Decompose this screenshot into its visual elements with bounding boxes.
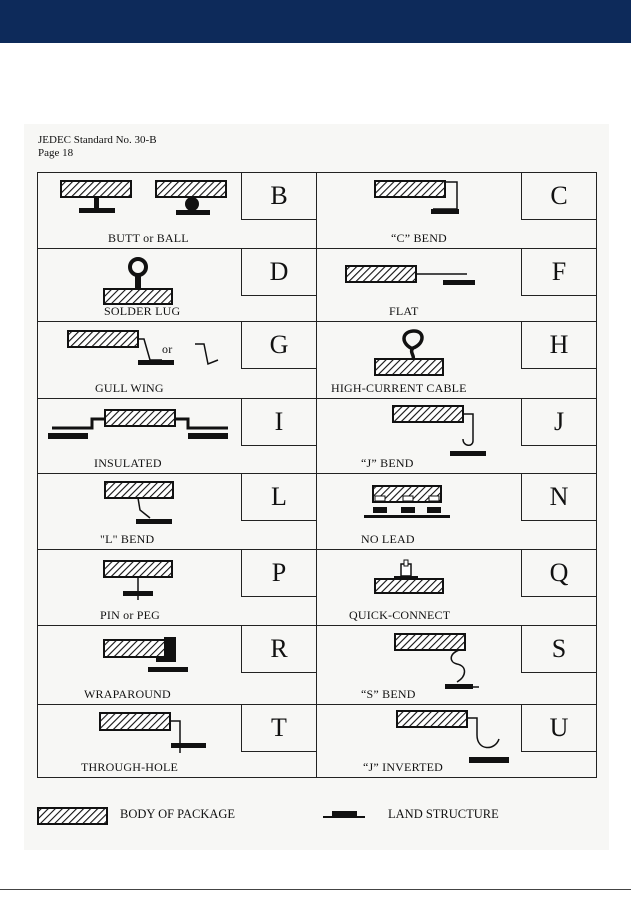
terminal-label: BUTT or BALL [108, 231, 189, 245]
terminal-letter: P [241, 550, 316, 597]
terminal-label: “J” INVERTED [363, 760, 443, 774]
terminal-letter: I [241, 399, 316, 446]
terminal-letter: L [241, 474, 316, 521]
table-row [38, 322, 596, 399]
terminal-letter: T [241, 705, 316, 752]
terminal-letter: C [521, 173, 596, 220]
terminal-cell-C [317, 173, 596, 248]
bottom-divider [0, 889, 631, 890]
terminal-label: WRAPAROUND [84, 687, 171, 701]
top-banner [0, 0, 631, 43]
terminal-label: SOLDER LUG [104, 304, 181, 318]
terminal-cell-N [317, 474, 596, 549]
terminal-letter: B [241, 173, 316, 220]
legend-body-label: BODY OF PACKAGE [120, 807, 236, 821]
terminal-cell-U [317, 705, 596, 777]
terminal-label: “J” BEND [361, 456, 414, 470]
terminal-label: PIN or PEG [100, 608, 161, 622]
table-row [38, 474, 596, 550]
terminal-type-table [37, 172, 597, 778]
terminal-cell-J [317, 399, 596, 473]
terminal-letter: G [241, 322, 316, 369]
terminal-cell-F [317, 249, 596, 321]
terminal-cell-D [38, 249, 317, 321]
terminal-cell-I [38, 399, 317, 473]
terminal-cell-R [38, 626, 317, 704]
terminal-label: “S” BEND [361, 687, 416, 701]
terminal-label: HIGH-CURRENT CABLE [331, 381, 467, 395]
terminal-letter: R [241, 626, 316, 673]
terminal-letter: H [521, 322, 596, 369]
terminal-cell-T [38, 705, 317, 777]
document-standard-number: JEDEC Standard No. 30-B [38, 134, 157, 146]
table-row [38, 705, 596, 777]
terminal-cell-L [38, 474, 317, 549]
terminal-cell-H [317, 322, 596, 398]
terminal-label: "L" BEND [100, 532, 155, 546]
terminal-cell-B [38, 173, 317, 248]
legend-land-label: LAND STRUCTURE [388, 807, 499, 821]
document-page-number: Page 18 [38, 147, 74, 159]
terminal-letter: D [241, 249, 316, 296]
terminal-cell-Q [317, 550, 596, 625]
table-row [38, 249, 596, 322]
table-row [38, 550, 596, 626]
table-row [38, 626, 596, 705]
terminal-letter: F [521, 249, 596, 296]
terminal-letter: Q [521, 550, 596, 597]
or-label: or [162, 342, 173, 356]
terminal-label: INSULATED [94, 456, 162, 470]
table-row [38, 173, 596, 249]
terminal-cell-G [38, 322, 317, 398]
terminal-label: NO LEAD [361, 532, 415, 546]
body-of-package-swatch [37, 805, 109, 827]
terminal-letter: U [521, 705, 596, 752]
terminal-label: FLAT [389, 304, 419, 318]
terminal-letter: S [521, 626, 596, 673]
land-structure-swatch [323, 805, 367, 827]
terminal-cell-S [317, 626, 596, 704]
terminal-letter: J [521, 399, 596, 446]
table-row [38, 399, 596, 474]
terminal-label: THROUGH-HOLE [81, 760, 179, 774]
terminal-cell-P [38, 550, 317, 625]
terminal-label: “C” BEND [391, 231, 447, 245]
terminal-letter: N [521, 474, 596, 521]
terminal-label: QUICK-CONNECT [349, 608, 451, 622]
terminal-label: GULL WING [95, 381, 164, 395]
